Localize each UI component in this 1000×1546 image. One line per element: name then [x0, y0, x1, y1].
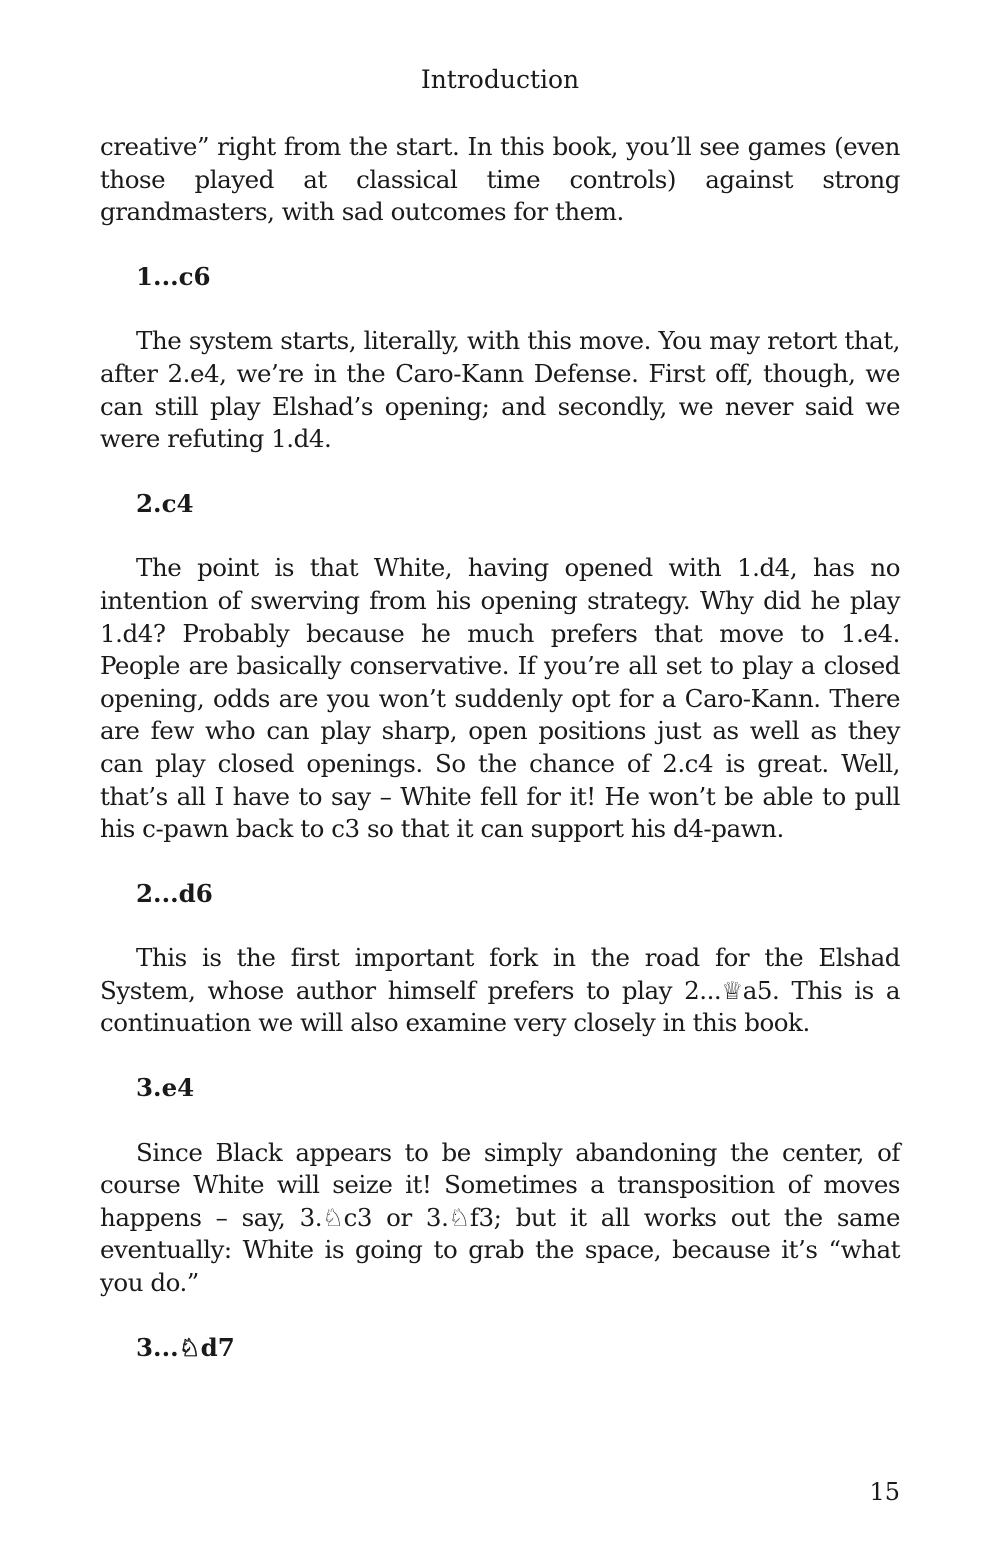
body-text: [100, 131, 900, 1396]
paragraph: The system starts, literally, with this move. You may retort that, after 2.e4, we’re in the Caro-Kann Defense. First off, though, we can still play Elshad’s opening; and secondly, we never said we were refuting 1.d4.: [100, 326, 900, 454]
move-heading: 3.e4: [136, 1073, 195, 1103]
page-number: 15: [869, 1478, 900, 1506]
paragraph: creative” right from the start. In this book, you’ll see games (even those played at classical time controls) against strong grandmasters, with sad outcomes for them.: [100, 132, 900, 227]
paragraph: The point is that White, having opened with 1.d4, has no intention of swerving from his opening strategy. Why did he play 1.d4? Probably because he much prefers that move to 1.e4. People are basically conservative. If you’re all set to play a closed opening, odds are you won’t suddenly opt for a Caro-Kann. There are few who can play sharp, open positions just as well as they can play closed openings. So the chance of 2.c4 is great. Well, that’s all I have to say – White fell for it! He won’t be able to pull his c-pawn back to c3 so that it can support his d4-pawn.: [100, 553, 900, 844]
running-head: Introduction: [420, 65, 580, 94]
move-heading: 2...d6: [136, 878, 213, 908]
move-heading: 2.c4: [136, 488, 194, 518]
paragraph: Since Black appears to be simply abandoning the center, of course White will seize it! Sometimes a transposition of moves happens – say, 3.♘c3 or 3.♘f3; but it all works out the same eventually: White is going to grab the space, because it’s “what you do.”: [100, 1137, 900, 1298]
move-heading: 3...♘d7: [136, 1332, 235, 1362]
paragraph: This is the first important fork in the road for the Elshad System, whose author himself prefers to play 2...♕a5. This is a continuation we will also examine very closely in this book.: [100, 943, 900, 1038]
move-heading: 1...c6: [136, 261, 211, 291]
